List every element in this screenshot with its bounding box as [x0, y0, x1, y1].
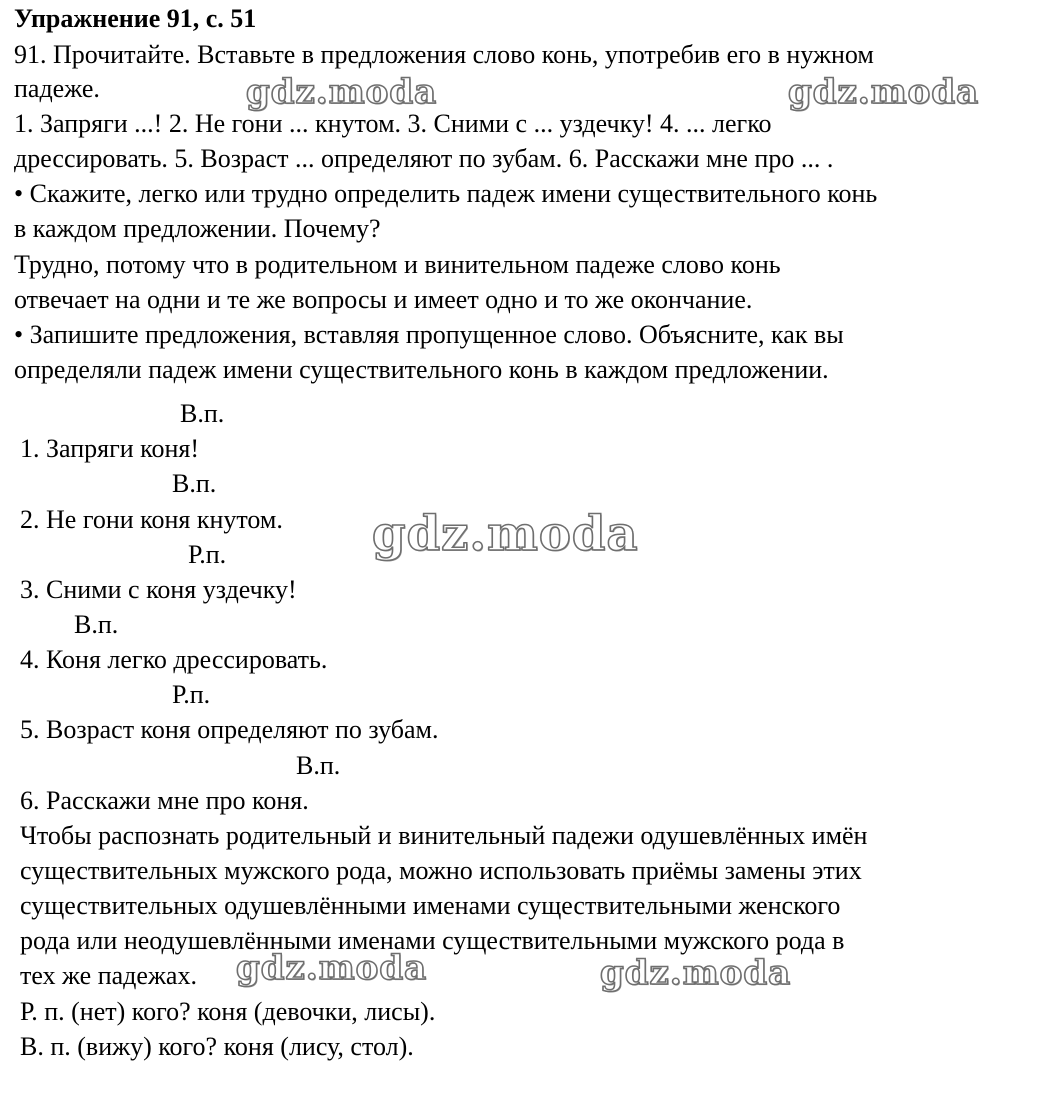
case-label-2: В.п. — [172, 469, 217, 498]
exercise-title: Упражнение 91, с. 51 — [14, 4, 257, 33]
explanation-line-6: Р. п. (нет) кого? коня (девочки, лисы). — [20, 997, 436, 1026]
watermark-logo: gdz.moda — [372, 506, 639, 562]
sentence-6: 6. Расскажи мне про коня. — [20, 786, 309, 815]
sentence-5: 5. Возраст коня определяют по зубам. — [20, 715, 439, 744]
task-line-10: определяли падеж имени существительного конь в каждом предложении. — [14, 355, 829, 384]
explanation-line-1: Чтобы распознать родительный и винительный падежи одушевлённых имён — [20, 821, 868, 850]
task-line-7: Трудно, потому что в родительном и винительном падеже слово конь — [14, 250, 781, 279]
case-label-4: В.п. — [74, 610, 119, 639]
case-label-5: Р.п. — [172, 680, 211, 709]
task-line-5: • Скажите, легко или трудно определить падеж имени существительного конь — [14, 179, 878, 208]
sentence-3: 3. Сними с коня уздечку! — [20, 575, 297, 604]
case-label-1: В.п. — [180, 399, 225, 428]
task-line-6: в каждом предложении. Почему? — [14, 214, 381, 243]
task-line-9: • Запишите предложения, вставляя пропущенное слово. Объясните, как вы — [14, 320, 844, 349]
watermark-logo: gdz.moda — [236, 948, 428, 988]
task-line-1: 91. Прочитайте. Вставьте в предложения слово конь, употребив его в нужном — [14, 40, 874, 69]
sentence-2: 2. Не гони коня кнутом. — [20, 505, 283, 534]
explanation-line-3: существительных одушевлёнными именами существительными женского — [20, 891, 841, 920]
case-label-6: В.п. — [296, 751, 341, 780]
task-line-4: дрессировать. 5. Возраст ... определяют по зубам. 6. Расскажи мне про ... . — [14, 144, 834, 173]
sentence-1: 1. Запряги коня! — [20, 434, 200, 463]
task-line-8: отвечает на одни и те же вопросы и имеет одно и то же окончание. — [14, 285, 753, 314]
watermark-logo: gdz.moda — [788, 72, 980, 112]
watermark-logo: gdz.moda — [600, 953, 792, 993]
task-line-2: падеже. — [14, 74, 100, 103]
watermark-logo: gdz.moda — [246, 72, 438, 112]
explanation-line-2: существительных мужского рода, можно использовать приёмы замены этих — [20, 856, 862, 885]
explanation-line-4: рода или неодушевлёнными именами существительными мужского рода в — [20, 926, 845, 955]
explanation-line-5: тех же падежах. — [20, 961, 197, 990]
sentence-4: 4. Коня легко дрессировать. — [20, 645, 328, 674]
task-line-3: 1. Запряги ...! 2. Не гони ... кнутом. 3. Сними с ... уздечку! 4. ... легко — [14, 109, 772, 138]
explanation-line-7: В. п. (вижу) кого? коня (лису, стол). — [20, 1032, 414, 1061]
case-label-3: Р.п. — [188, 540, 227, 569]
